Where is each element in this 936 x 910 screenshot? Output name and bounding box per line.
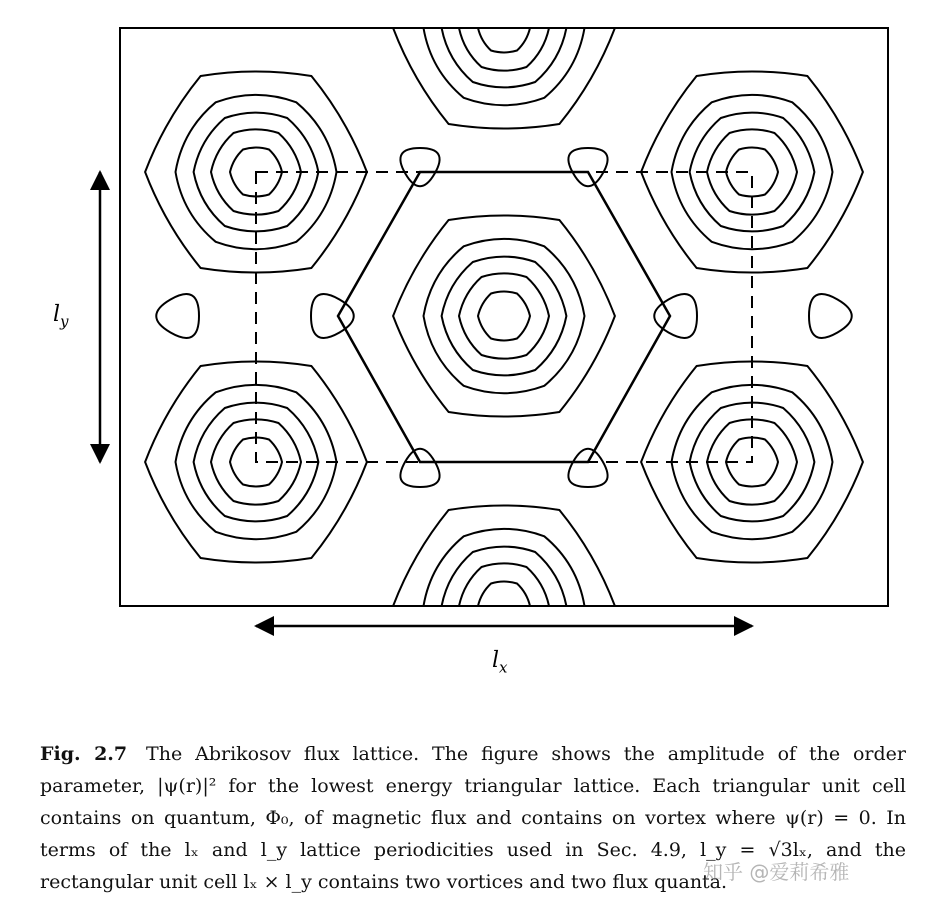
vortex-contour bbox=[442, 257, 567, 376]
interstitial-contour bbox=[400, 449, 439, 487]
lx-axis-label: $l_x$ bbox=[492, 648, 508, 677]
caption-text: The Abrikosov flux lattice. The figure shows the amplitude of the order parameter, |ψ(r)|² for the lowest energy triangular lattice. Each triangular unit cell contains on quantum, Φ₀, of magnetic flux and contains on vortex where ψ(r) = 0. In terms of the lₓ and l_y lattice periodicities used in Sec. 4.9, l_y = √3lₓ, and the rectangular unit cell lₓ × l_y contains two vortices and two flux quanta. bbox=[40, 743, 906, 893]
vortex-contour bbox=[459, 0, 549, 71]
vortex-contour bbox=[424, 239, 585, 393]
figure-label: Fig. 2.7 bbox=[40, 743, 128, 765]
interstitial-contour bbox=[809, 294, 852, 338]
interstitial-contour bbox=[156, 294, 199, 338]
vortex-contour bbox=[459, 273, 549, 358]
vortex-contour bbox=[393, 216, 615, 417]
interstitial-contour bbox=[568, 449, 607, 487]
vortex-contour bbox=[393, 0, 615, 129]
vortex-contour bbox=[478, 292, 530, 341]
ly-axis-label: $l_y$ bbox=[53, 302, 69, 331]
interstitial-contour bbox=[400, 148, 439, 186]
contour-lines bbox=[145, 0, 863, 707]
watermark: 知乎 @爱莉希雅 bbox=[703, 860, 850, 884]
vortex-contour bbox=[726, 148, 778, 197]
interstitial-contour bbox=[568, 148, 607, 186]
vortex-contour bbox=[442, 0, 567, 87]
vortex-contour bbox=[690, 113, 815, 232]
